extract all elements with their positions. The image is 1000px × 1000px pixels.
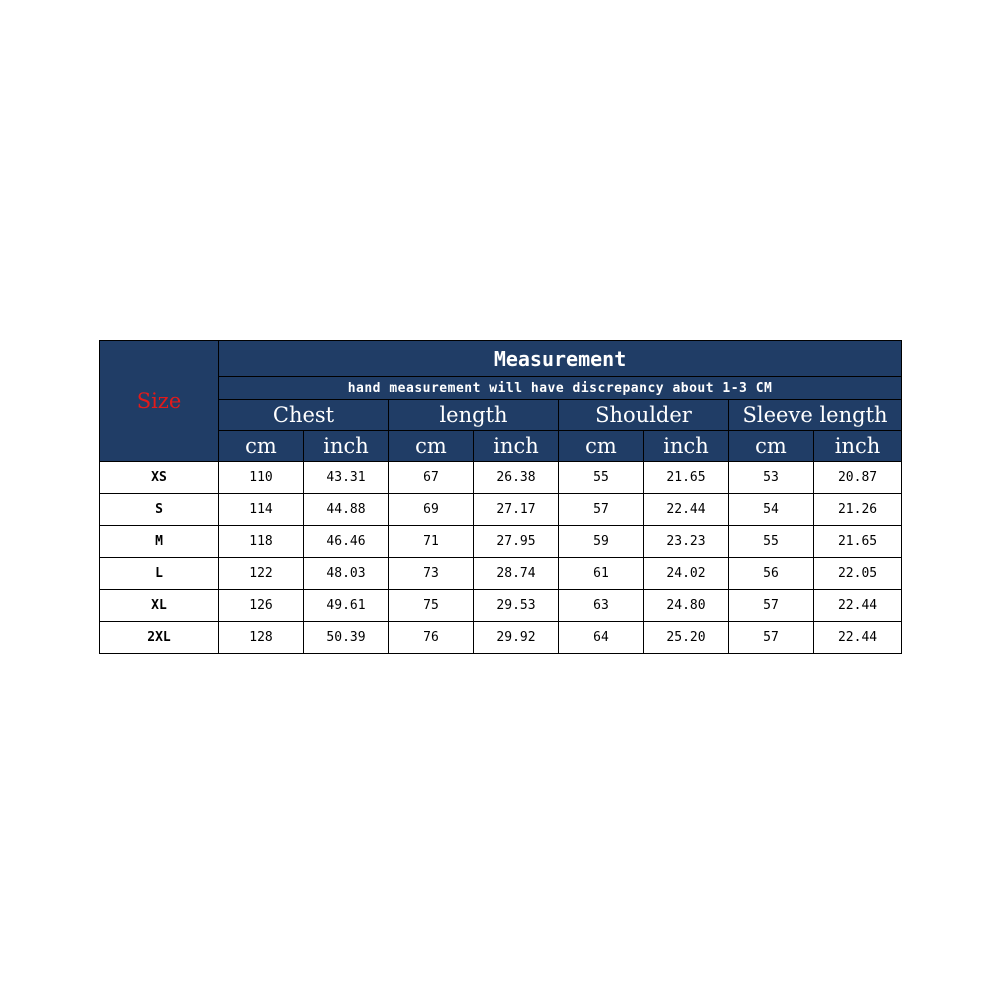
value-cell: 114 xyxy=(219,494,304,526)
unit-header: cm xyxy=(729,431,814,462)
value-cell: 57 xyxy=(559,494,644,526)
value-cell: 24.80 xyxy=(644,590,729,622)
value-cell: 21.65 xyxy=(644,462,729,494)
table-row xyxy=(100,622,902,654)
value-cell: 64 xyxy=(559,622,644,654)
size-cell: 2XL xyxy=(100,622,219,654)
value-cell: 21.26 xyxy=(814,494,902,526)
value-cell: 54 xyxy=(729,494,814,526)
unit-header: inch xyxy=(644,431,729,462)
value-cell: 122 xyxy=(219,558,304,590)
value-cell: 22.05 xyxy=(814,558,902,590)
size-column-header: Size xyxy=(100,341,219,462)
value-cell: 48.03 xyxy=(304,558,389,590)
unit-header: inch xyxy=(814,431,902,462)
value-cell: 61 xyxy=(559,558,644,590)
unit-header: inch xyxy=(474,431,559,462)
group-header-sleeve-length: Sleeve length xyxy=(729,400,902,431)
table-row xyxy=(100,590,902,622)
value-cell: 128 xyxy=(219,622,304,654)
value-cell: 67 xyxy=(389,462,474,494)
size-cell: XL xyxy=(100,590,219,622)
value-cell: 27.95 xyxy=(474,526,559,558)
value-cell: 28.74 xyxy=(474,558,559,590)
measurement-title: Measurement xyxy=(219,341,902,377)
value-cell: 49.61 xyxy=(304,590,389,622)
value-cell: 27.17 xyxy=(474,494,559,526)
value-cell: 29.53 xyxy=(474,590,559,622)
value-cell: 22.44 xyxy=(814,622,902,654)
group-header-shoulder: Shoulder xyxy=(559,400,729,431)
measurement-note: hand measurement will have discrepancy about 1-3 CM xyxy=(219,377,902,400)
unit-header: cm xyxy=(219,431,304,462)
value-cell: 118 xyxy=(219,526,304,558)
value-cell: 22.44 xyxy=(644,494,729,526)
table-row xyxy=(100,558,902,590)
value-cell: 20.87 xyxy=(814,462,902,494)
table-header xyxy=(100,341,902,462)
value-cell: 57 xyxy=(729,622,814,654)
value-cell: 21.65 xyxy=(814,526,902,558)
value-cell: 73 xyxy=(389,558,474,590)
group-header-chest: Chest xyxy=(219,400,389,431)
value-cell: 110 xyxy=(219,462,304,494)
value-cell: 25.20 xyxy=(644,622,729,654)
value-cell: 53 xyxy=(729,462,814,494)
value-cell: 43.31 xyxy=(304,462,389,494)
value-cell: 57 xyxy=(729,590,814,622)
table-row xyxy=(100,462,902,494)
value-cell: 56 xyxy=(729,558,814,590)
value-cell: 22.44 xyxy=(814,590,902,622)
table-row xyxy=(100,526,902,558)
value-cell: 69 xyxy=(389,494,474,526)
value-cell: 26.38 xyxy=(474,462,559,494)
value-cell: 55 xyxy=(559,462,644,494)
value-cell: 46.46 xyxy=(304,526,389,558)
group-header-length: length xyxy=(389,400,559,431)
size-cell: XS xyxy=(100,462,219,494)
unit-header: inch xyxy=(304,431,389,462)
value-cell: 55 xyxy=(729,526,814,558)
value-cell: 75 xyxy=(389,590,474,622)
value-cell: 29.92 xyxy=(474,622,559,654)
unit-header: cm xyxy=(559,431,644,462)
value-cell: 23.23 xyxy=(644,526,729,558)
value-cell: 59 xyxy=(559,526,644,558)
unit-header: cm xyxy=(389,431,474,462)
size-cell: M xyxy=(100,526,219,558)
value-cell: 126 xyxy=(219,590,304,622)
value-cell: 76 xyxy=(389,622,474,654)
size-chart-table xyxy=(99,340,902,654)
table-row xyxy=(100,494,902,526)
value-cell: 24.02 xyxy=(644,558,729,590)
table-body xyxy=(100,462,902,654)
value-cell: 44.88 xyxy=(304,494,389,526)
size-cell: L xyxy=(100,558,219,590)
value-cell: 63 xyxy=(559,590,644,622)
value-cell: 50.39 xyxy=(304,622,389,654)
value-cell: 71 xyxy=(389,526,474,558)
size-cell: S xyxy=(100,494,219,526)
